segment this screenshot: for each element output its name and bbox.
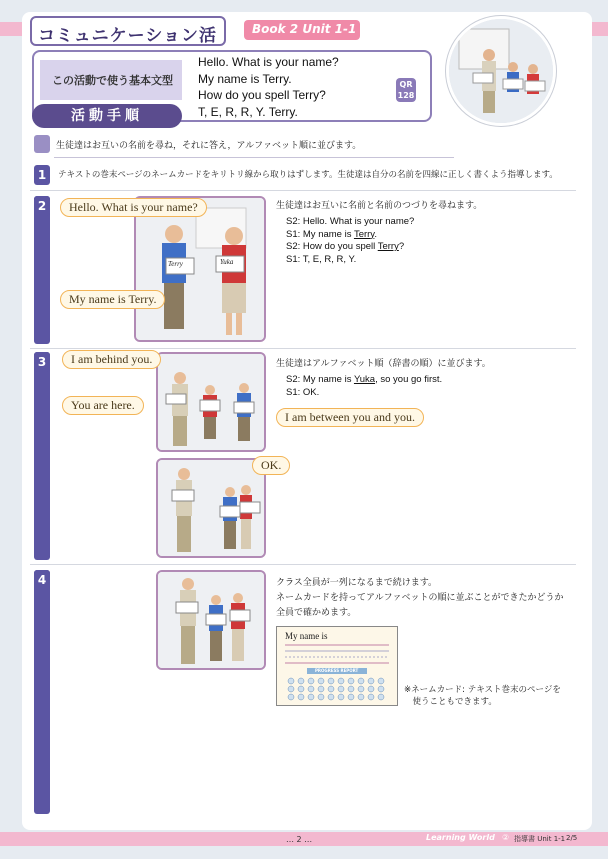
intro-divider (54, 157, 454, 158)
guide-label: 指導書 Unit 1-1 (514, 835, 566, 843)
note-line: 使うこともできます。 (404, 697, 497, 707)
name-card-yuka: Yuka (220, 258, 234, 266)
intro-marker-icon (34, 135, 50, 153)
step-3-text: 生徒達はアルファベット順（辞書の順）に並びます。 (276, 359, 491, 369)
step-3-number: 3 (34, 352, 50, 372)
step-4-text (276, 576, 566, 621)
step-1-text: テキストの巻末ページのネームカードをキリトリ線から取りはずします。生徒達は自分の名前を四線に正しく書くよう指導します。 (58, 170, 558, 180)
step-2-number: 2 (34, 196, 50, 216)
three-people-reordered-illustration (158, 460, 266, 558)
expressions-lines (198, 54, 339, 120)
class-photo-circle (446, 16, 556, 126)
activity-steps-heading: 活動手順 (32, 104, 182, 128)
note-line: ※ネームカード: テキスト巻末のページを (404, 685, 561, 695)
step-2-bar (34, 196, 50, 344)
step-3-dialog (286, 374, 442, 399)
expression-line: My name is Terry. (198, 71, 292, 86)
dialog-line: S2: Hello. What is your name? (286, 216, 415, 227)
three-people-illustration (158, 354, 266, 452)
step-divider (30, 564, 576, 565)
speech-bubble-hello: Hello. What is your name? (60, 198, 207, 217)
speech-bubble-here: You are here. (62, 396, 144, 415)
step-3-photo-bottom (156, 458, 266, 558)
qr-label: QR (399, 80, 413, 89)
speech-bubble-my-name: My name is Terry. (60, 290, 165, 309)
step-4-line: クラス全員が一列になるまで続けます。 (276, 578, 438, 588)
step-divider (30, 348, 576, 349)
qr-badge[interactable] (396, 78, 416, 102)
intro-text: 生徒達はお互いの名前を尋ね，それに答え，アルファベット順に並びます。 (56, 141, 362, 151)
name-card-banner: PROGRESS REPORT (315, 668, 359, 673)
brand-name: Learning World (426, 833, 495, 842)
expression-line: How do you spell Terry? (198, 88, 326, 102)
name-card-lines (277, 627, 397, 705)
name-card-note (404, 684, 572, 708)
book-unit-tag: Book 2 Unit 1-1 (244, 20, 360, 40)
step-1-number: 1 (34, 165, 50, 185)
line-up-illustration (158, 572, 266, 670)
step-2-photo (134, 196, 266, 342)
step-2-dialog (286, 216, 414, 266)
expression-line: T, E, R, R, Y. Terry. (198, 104, 298, 119)
name-card-title: My name is (285, 631, 328, 641)
dialog-line: S1: OK. (286, 386, 320, 398)
speech-bubble-between: I am between you and you. (276, 408, 424, 427)
step-4-number: 4 (34, 570, 50, 590)
dialog-line: S2: How do you spell Terry? (286, 241, 405, 252)
dialog-line: S1: My name is Terry. (286, 228, 377, 240)
expressions-label: この活動で使う基本文型 (40, 60, 182, 100)
step-4-line: 全員で確かめます。 (276, 608, 357, 618)
intro-row (34, 135, 454, 157)
step-4-line: ネームカードを持ってアルファベットの順に並ぶことができたかどうか (276, 593, 564, 603)
name-card-terry: Terry (168, 260, 183, 268)
speech-bubble-ok: OK. (252, 456, 290, 475)
speech-bubble-behind: I am behind you. (62, 350, 161, 369)
step-4-photo (156, 570, 266, 670)
qr-number: 128 (397, 91, 415, 100)
expression-line: Hello. What is your name? (198, 55, 339, 69)
step-2-text: 生徒達はお互いに名前と名前のつづりを尋ねます。 (276, 201, 483, 211)
step-divider (30, 190, 576, 191)
brand-circle: ② (502, 833, 510, 842)
name-card-sample (276, 626, 398, 706)
dialog-line: S2: My name is Yuka, so you go first. (286, 374, 443, 385)
step-3-bar (34, 352, 50, 560)
step-4-bar (34, 570, 50, 814)
two-students-illustration (136, 198, 266, 342)
page-number: … 2 … (286, 835, 313, 844)
dialog-line: S1: T, E, R, R, Y. (286, 253, 357, 265)
step-3-photo-top (156, 352, 266, 452)
page-title: コミュニケーション活 (30, 16, 226, 46)
page-fraction: 2/5 (566, 834, 578, 842)
